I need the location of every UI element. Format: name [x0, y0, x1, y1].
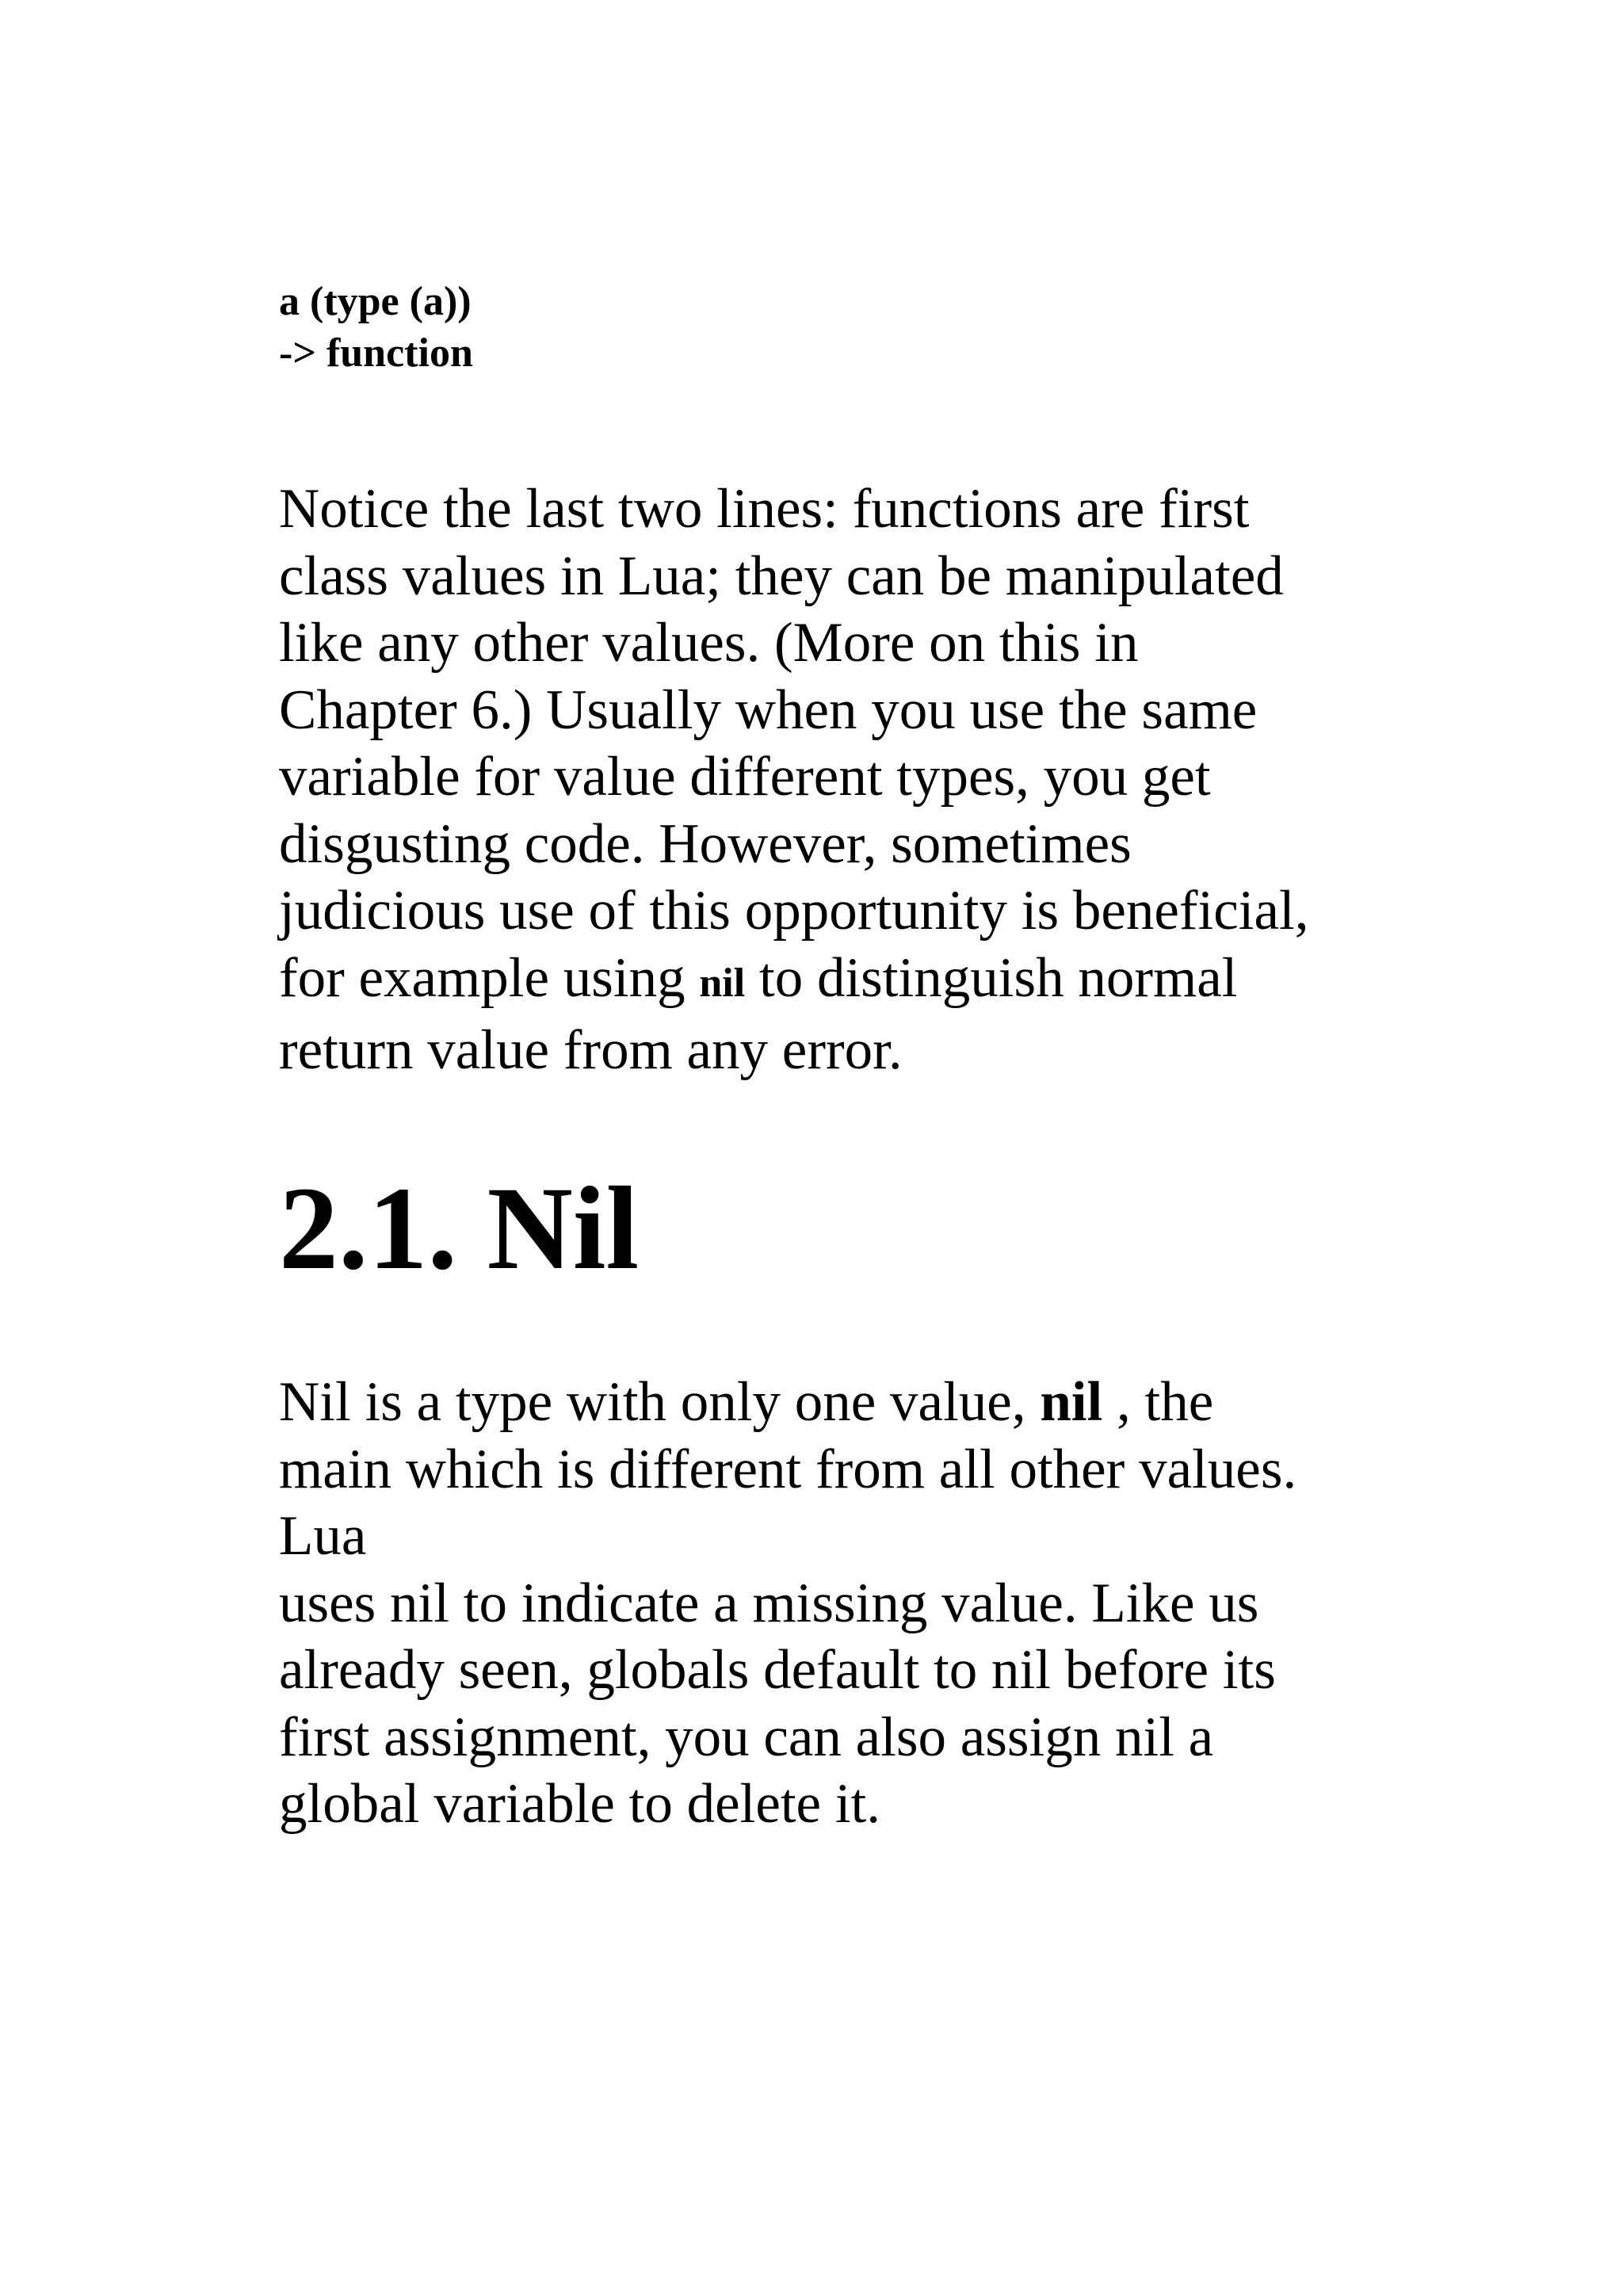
paragraph-line: Chapter 6.) Usually when you use the same [279, 678, 1258, 741]
paragraph-line: Notice the last two lines: functions are first [279, 478, 1250, 540]
paragraph-line [279, 1369, 1388, 1436]
paragraph-line: disgusting code. However, sometimes [279, 812, 1132, 875]
code-line: -> function [279, 330, 473, 376]
paragraph-line: main which is different from all other values. [279, 1438, 1297, 1500]
paragraph-line: Lua [279, 1505, 367, 1567]
code-snippet [279, 276, 473, 379]
inline-code-keyword: nil [699, 960, 746, 1006]
paragraph-line: global variable to delete it. [279, 1773, 881, 1835]
text-run: Nil is a type with only one value, [279, 1371, 1041, 1433]
text-run: to distinguish normal [745, 946, 1238, 1009]
paragraph-line: return value from any error. [279, 1019, 903, 1081]
body-paragraph [279, 476, 1388, 1084]
code-line: a (type (a)) [279, 279, 472, 324]
paragraph-line: variable for value different types, you get [279, 746, 1211, 808]
inline-code-keyword: nil [1040, 1371, 1103, 1433]
paragraph-line: first assignment, you can also assign nil a [279, 1706, 1214, 1768]
paragraph-line [279, 945, 1388, 1018]
text-run: , the [1102, 1371, 1214, 1433]
body-paragraph [279, 1369, 1388, 1838]
paragraph-line: class values in Lua; they can be manipulated [279, 544, 1284, 607]
paragraph-line: uses nil to indicate a missing value. Like us [279, 1572, 1259, 1634]
paragraph-line: already seen, globals default to nil before its [279, 1639, 1276, 1701]
text-run: for example using [279, 946, 700, 1009]
paragraph-line: judicious use of this opportunity is beneficial, [279, 880, 1309, 942]
paragraph-line: like any other values. (More on this in [279, 612, 1139, 674]
section-heading: 2.1. Nil [279, 1163, 640, 1294]
